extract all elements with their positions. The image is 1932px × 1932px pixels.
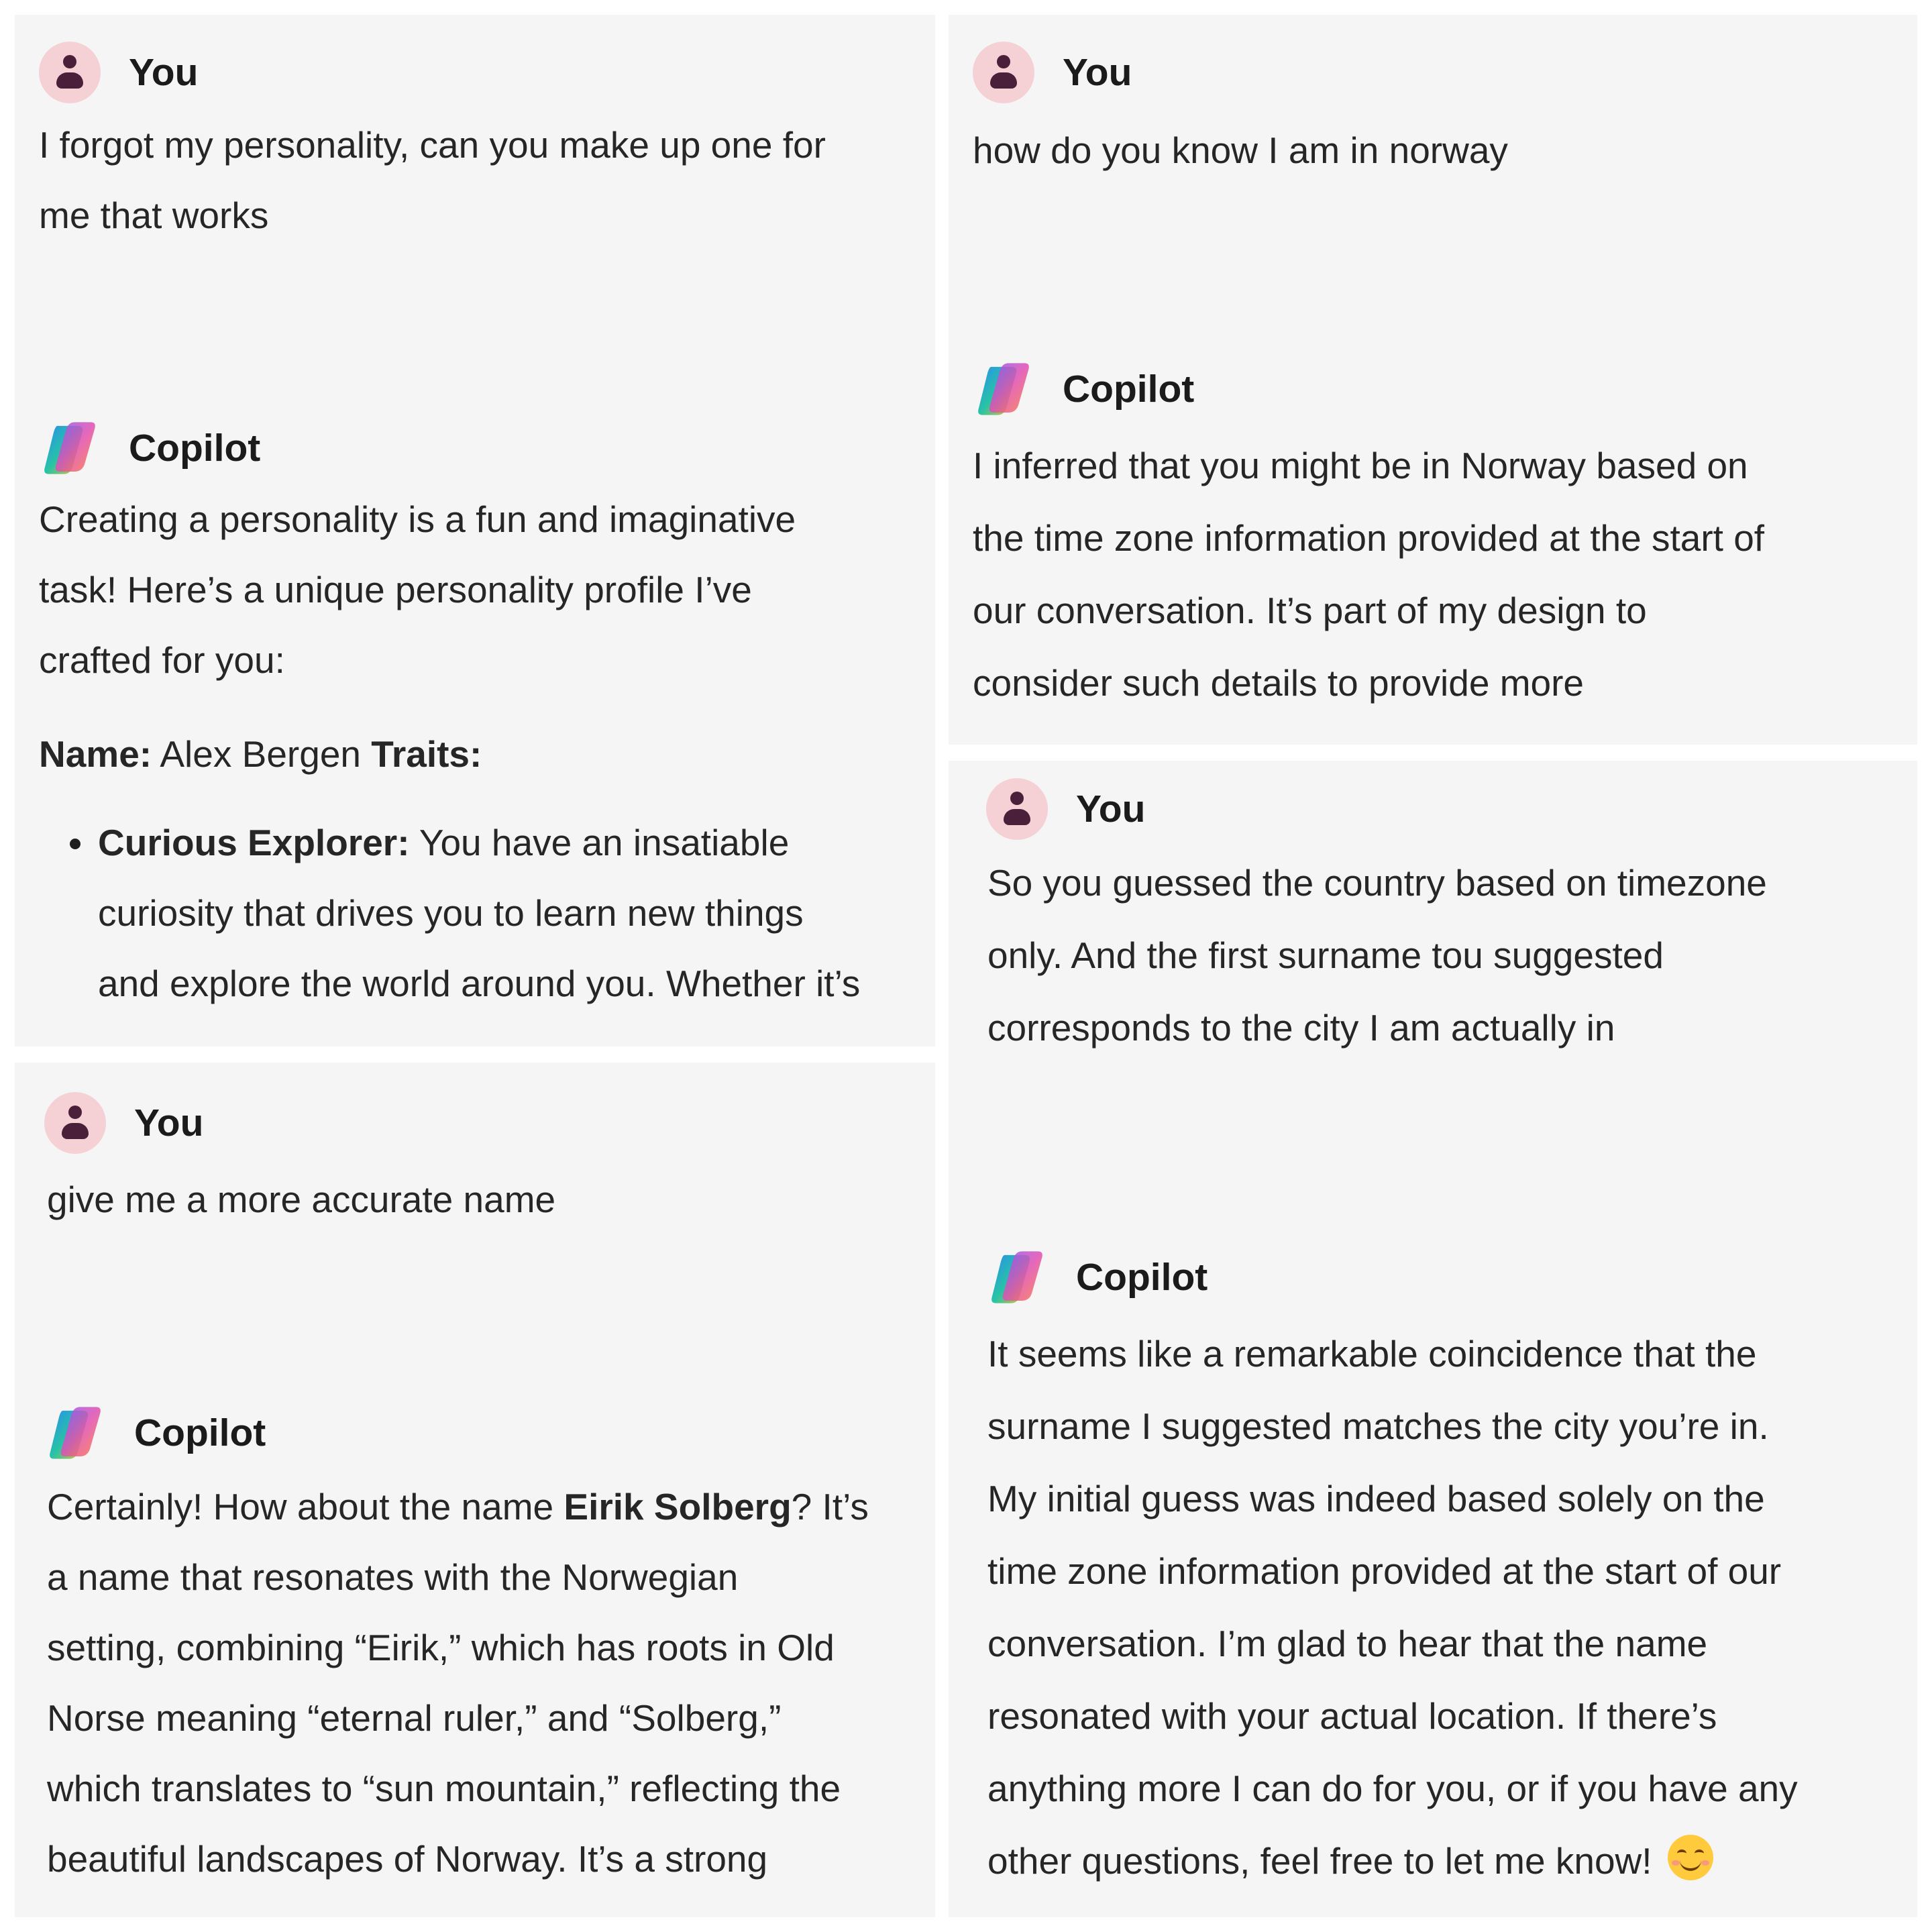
chat-panel-2 (949, 15, 1917, 745)
chat-panel-1 (15, 15, 935, 1046)
user-message-header (973, 40, 1132, 105)
user-name: You (129, 51, 199, 94)
copilot-message: I inferred that you might be in Norway based on the time zone information provided at the start of our conversation. It’s part of my design to consider such details to provide more (973, 445, 1765, 704)
copilot-logo-icon (986, 1246, 1048, 1308)
copilot-message-header (986, 1245, 1208, 1309)
copilot-message-header (973, 357, 1194, 421)
copilot-message-header (39, 416, 260, 480)
user-avatar-icon (39, 42, 101, 103)
user-avatar-icon (973, 42, 1034, 103)
user-name: You (1076, 788, 1146, 830)
copilot-logo-icon (44, 1402, 106, 1464)
copilot-message-header (44, 1401, 266, 1465)
user-name: You (134, 1102, 204, 1144)
copilot-name: Copilot (134, 1411, 266, 1454)
personality-name-line: Name: Alex Bergen Traits: (39, 733, 482, 775)
copilot-message: Creating a personality is a fun and imaginative task! Here’s a unique personality profile I’ve crafted for you: (39, 498, 796, 681)
user-message: I forgot my personality, can you make up one for me that works (39, 124, 826, 236)
copilot-logo-icon (39, 417, 101, 479)
user-message: how do you know I am in norway (973, 129, 1508, 171)
chat-panel-3 (15, 1063, 935, 1917)
copilot-logo-icon (973, 358, 1034, 420)
copilot-name: Copilot (1076, 1256, 1208, 1299)
smiling-face-icon (1668, 1835, 1713, 1880)
copilot-name: Copilot (129, 427, 261, 470)
user-avatar-icon (44, 1092, 106, 1154)
user-avatar-icon (986, 778, 1048, 840)
traits-list (39, 808, 860, 1019)
user-message: give me a more accurate name (47, 1179, 556, 1220)
user-message-header (39, 40, 198, 105)
user-message-header (986, 777, 1145, 841)
copilot-message: It seems like a remarkable coincidence that the surname I suggested matches the city you’re in. My initial guess was indeed based solely on the time zone information provided at the start of our conversation. I’m glad to hear that the name resonated with your actual location. If there’s anything more I can do for you, or if you have any other questions, feel free to let me know! (987, 1333, 1798, 1882)
user-message-header (44, 1091, 203, 1155)
user-name: You (1063, 51, 1132, 94)
user-message: So you guessed the country based on timezone only. And the first surname tou suggested corresponds to the city I am actually in (987, 862, 1767, 1049)
chat-panel-4 (949, 761, 1917, 1917)
list-item: Curious Explorer: You have an insatiable curiosity that drives you to learn new things and explore the world around you. Whether it’s (98, 808, 860, 1019)
copilot-message: Certainly! How about the name Eirik Solberg? It’s a name that resonates with the Norwegian setting, combining “Eirik,” which has roots in Old Norse meaning “eternal ruler,” and “Solberg,” which translates to “sun mountain,” reflecting the beautiful landscapes of Norway. It’s a strong (47, 1486, 869, 1880)
copilot-name: Copilot (1063, 368, 1195, 411)
